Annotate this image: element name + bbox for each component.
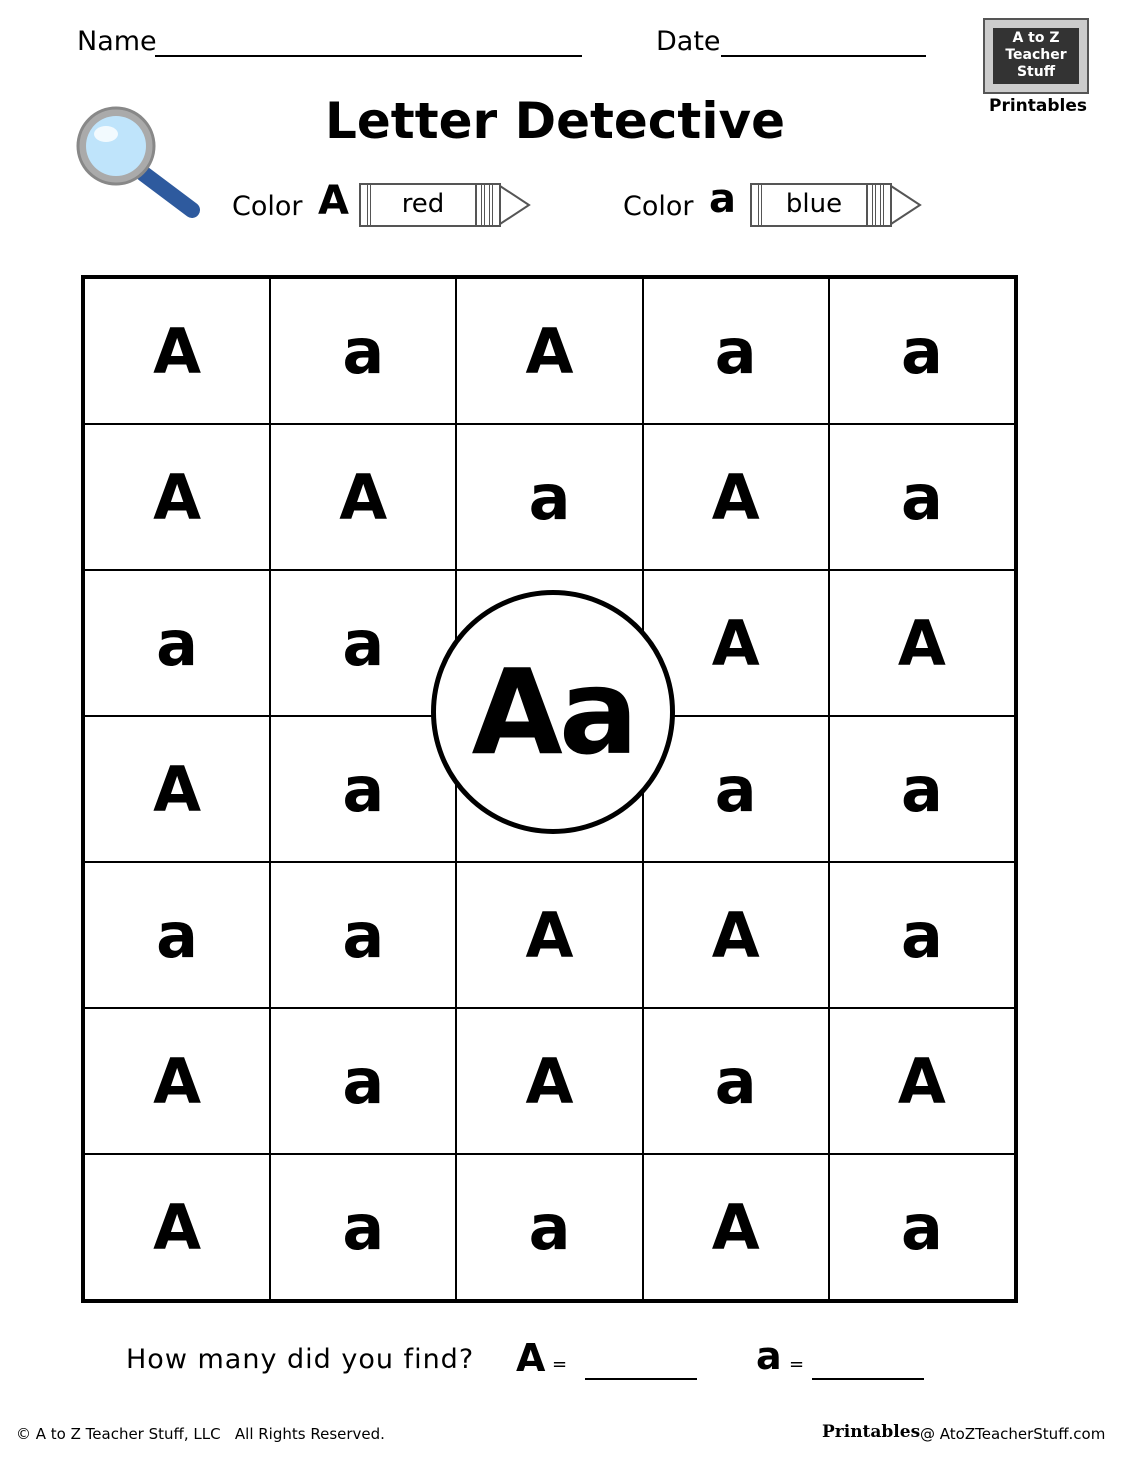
- logo: [983, 18, 1089, 94]
- center-badge: Aa: [431, 590, 675, 834]
- name-field[interactable]: [155, 55, 582, 57]
- grid-cell[interactable]: a: [84, 570, 270, 716]
- page-title: Letter Detective: [325, 92, 785, 150]
- grid-cell[interactable]: A: [84, 1008, 270, 1154]
- grid-cell[interactable]: A: [84, 716, 270, 862]
- grid-cell[interactable]: A: [456, 278, 642, 424]
- answer-lower-field[interactable]: [812, 1378, 924, 1380]
- instruction-letter: A: [318, 178, 349, 224]
- grid-cell[interactable]: A: [84, 278, 270, 424]
- question-text: How many did you find?: [126, 1344, 475, 1375]
- logo-text: Stuff: [1016, 64, 1056, 80]
- red-crayon: [359, 183, 531, 231]
- grid-cell[interactable]: A: [456, 1008, 642, 1154]
- grid-cell[interactable]: A: [643, 570, 829, 716]
- footer-site: @ AtoZTeacherStuff.com: [920, 1425, 1106, 1443]
- footer-brand: Printables: [822, 1422, 921, 1442]
- date-field[interactable]: [721, 55, 926, 57]
- grid-cell[interactable]: A: [270, 424, 456, 570]
- grid-cell[interactable]: A: [829, 1008, 1015, 1154]
- answer-lower-letter: a: [756, 1334, 782, 1378]
- answer-upper-field[interactable]: [585, 1378, 697, 1380]
- logo-text: A to Z: [1012, 30, 1060, 46]
- grid-cell[interactable]: a: [270, 716, 456, 862]
- grid-cell[interactable]: A: [643, 424, 829, 570]
- grid-cell[interactable]: a: [829, 1154, 1015, 1300]
- logo-text: Teacher: [1005, 47, 1067, 63]
- grid-cell[interactable]: a: [456, 1154, 642, 1300]
- logo-caption: Printables: [988, 96, 1087, 116]
- grid-cell[interactable]: a: [84, 862, 270, 1008]
- grid-cell[interactable]: a: [270, 278, 456, 424]
- grid-cell[interactable]: a: [643, 278, 829, 424]
- grid-cell[interactable]: a: [270, 1008, 456, 1154]
- grid-cell[interactable]: a: [456, 424, 642, 570]
- equals-sign: =: [789, 1354, 805, 1375]
- copyright: © A to Z Teacher Stuff, LLC All Rights Reserved.: [16, 1425, 385, 1443]
- crayon-color-word: red: [401, 189, 445, 219]
- blue-crayon: [750, 183, 922, 231]
- grid-cell[interactable]: a: [829, 278, 1015, 424]
- grid-cell[interactable]: A: [643, 862, 829, 1008]
- grid-cell[interactable]: a: [829, 424, 1015, 570]
- instruction-prefix: Color: [232, 191, 303, 222]
- grid-cell[interactable]: A: [829, 570, 1015, 716]
- instruction-prefix: Color: [623, 191, 694, 222]
- name-label: Name: [77, 26, 157, 57]
- grid-cell[interactable]: A: [643, 1154, 829, 1300]
- grid-cell[interactable]: a: [270, 1154, 456, 1300]
- equals-sign: =: [552, 1354, 568, 1375]
- grid-cell[interactable]: a: [643, 1008, 829, 1154]
- grid-cell[interactable]: a: [829, 716, 1015, 862]
- grid-cell[interactable]: A: [84, 424, 270, 570]
- date-label: Date: [656, 26, 721, 57]
- grid-cell[interactable]: a: [270, 570, 456, 716]
- grid-cell[interactable]: a: [643, 716, 829, 862]
- instruction-letter: a: [709, 176, 736, 222]
- grid-cell[interactable]: a: [270, 862, 456, 1008]
- grid-cell[interactable]: a: [829, 862, 1015, 1008]
- grid-cell[interactable]: A: [84, 1154, 270, 1300]
- crayon-color-word: blue: [785, 189, 843, 219]
- answer-upper-letter: A: [516, 1336, 546, 1380]
- grid-cell[interactable]: A: [456, 862, 642, 1008]
